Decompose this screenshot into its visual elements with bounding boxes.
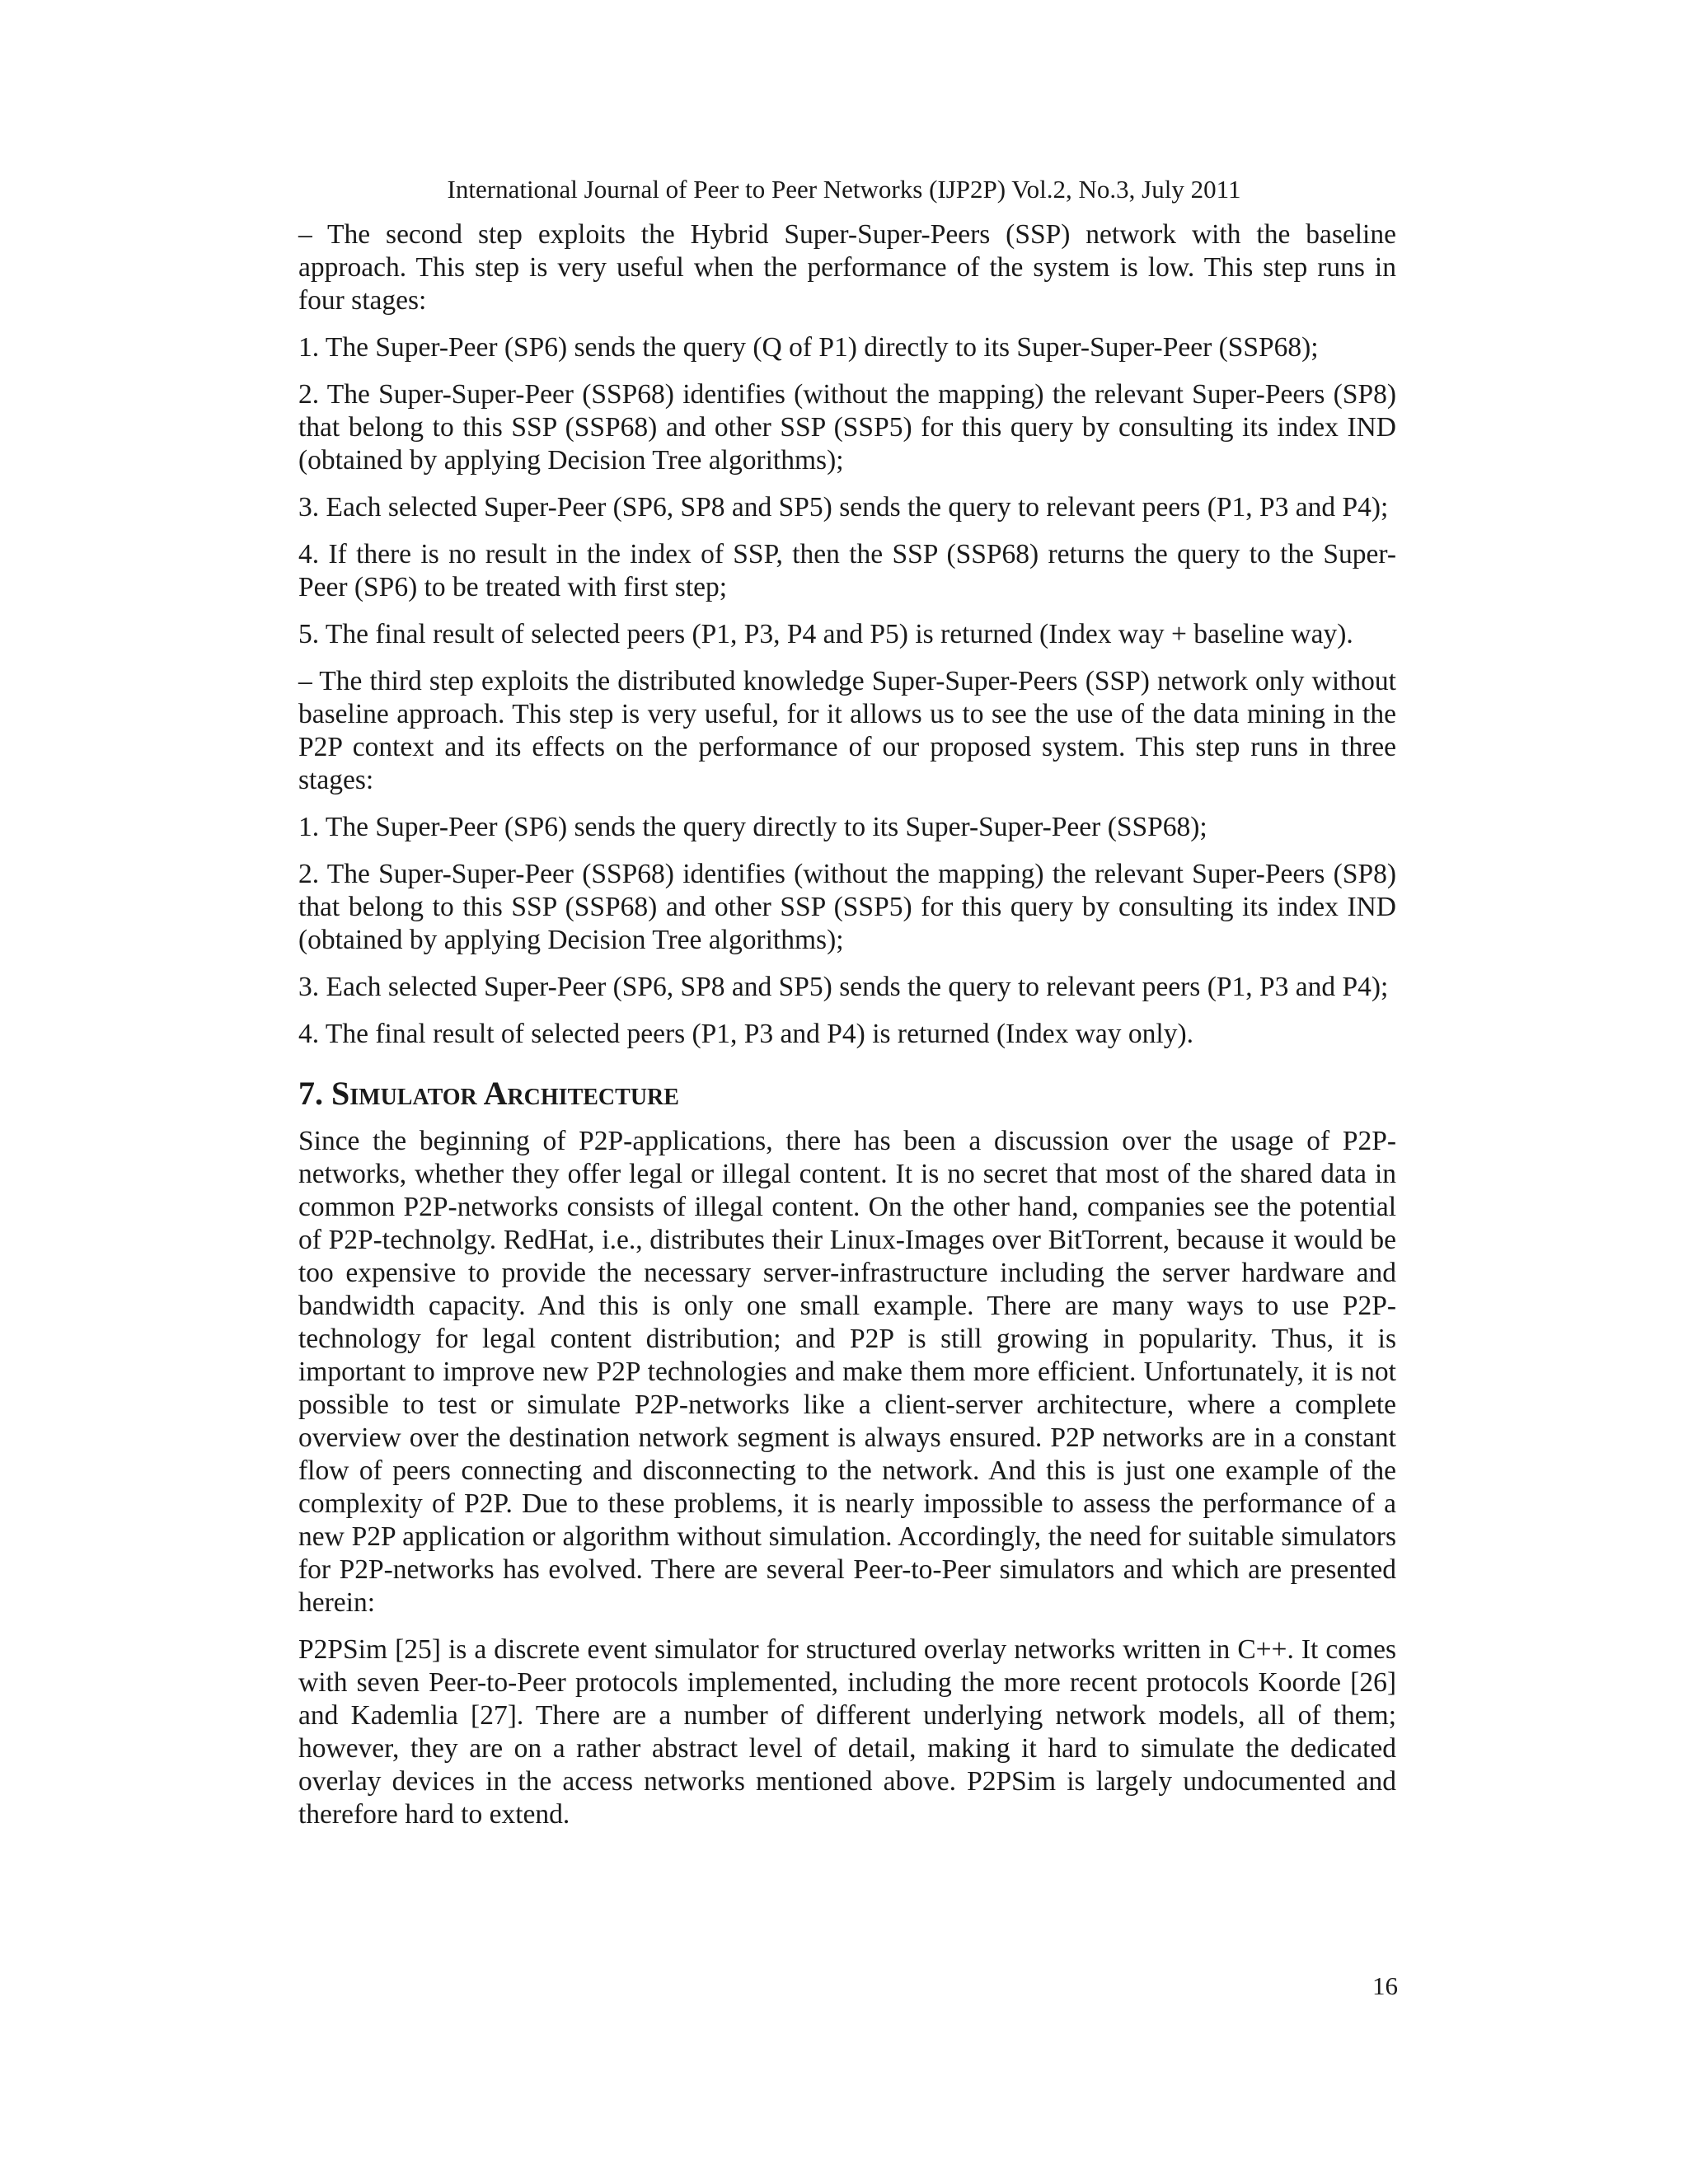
list-item-second-step-3: 3. Each selected Super-Peer (SP6, SP8 and SP5) sends the query to relevant peers (P1, P3 and P4); <box>298 492 1389 523</box>
list-item-second-step-5: 5. The final result of selected peers (P1, P3, P4 and P5) is returned (Index way + baseline way). <box>298 619 1353 649</box>
section-title: Simulator Architecture <box>331 1075 679 1112</box>
running-header: International Journal of Peer to Peer Networks (IJP2P) Vol.2, No.3, July 2011 <box>447 175 1241 204</box>
paragraph-simulator-intro: Since the beginning of P2P-applications, there has been a discussion over the usage of P2P-networks, whether they offer legal or illegal content. It is no secret that most of the shared data in common P2P-networks consists of illegal content. On the other hand, companies see the potential of P2P-technolgy. RedHat, i.e., distributes their Linux-Images over BitTorrent, because it would be too expensive to provide the necessary server-infrastructure including the server hardware and bandwidth capacity. And this is only one small example. There are many ways to use P2P-technology for legal content distribution; and P2P is still growing in popularity. Thus, it is important to improve new P2P technologies and make them more efficient. Unfortunately, it is not possible to test or simulate P2P-networks like a client-server architecture, where a complete overview over the destination network segment is always ensured. P2P networks are in a constant flow of peers connecting and disconnecting to the network. And this is just one example of the complexity of P2P. Due to these problems, it is nearly impossible to assess the performance of a new P2P application or algorithm without simulation. Accordingly, the need for suitable simulators for P2P-networks has evolved. There are several Peer-to-Peer simulators and which are presented herein: <box>298 1126 1396 1618</box>
body-text <box>298 218 1396 1845</box>
list-item-third-step-1: 1. The Super-Peer (SP6) sends the query directly to its Super-Super-Peer (SSP68); <box>298 812 1207 842</box>
section-heading <box>298 1074 1396 1113</box>
list-item-second-step-1: 1. The Super-Peer (SP6) sends the query (Q of P1) directly to its Super-Super-Peer (SSP68); <box>298 332 1319 363</box>
list-item-third-step-2: 2. The Super-Super-Peer (SSP68) identifies (without the mapping) the relevant Super-Peers (SP8) that belong to this SSP (SSP68) and other SSP (SSP5) for this query by consulting its index IND (obtained by applying Decision Tree algorithms); <box>298 859 1396 955</box>
paragraph-second-step-intro: – The second step exploits the Hybrid Super-Super-Peers (SSP) network with the baseline approach. This step is very useful when the performance of the system is low. This step runs in four stages: <box>298 219 1396 316</box>
section-number: 7. <box>298 1075 323 1112</box>
page-number: 16 <box>1372 1971 1398 2000</box>
list-item-second-step-2: 2. The Super-Super-Peer (SSP68) identifies (without the mapping) the relevant Super-Peers (SP8) that belong to this SSP (SSP68) and other SSP (SSP5) for this query by consulting its index IND (obtained by applying Decision Tree algorithms); <box>298 379 1396 476</box>
list-item-third-step-4: 4. The final result of selected peers (P1, P3 and P4) is returned (Index way only). <box>298 1019 1193 1049</box>
list-item-second-step-4: 4. If there is no result in the index of SSP, then the SSP (SSP68) returns the query to the Super-Peer (SP6) to be treated with first step; <box>298 539 1396 602</box>
list-item-third-step-3: 3. Each selected Super-Peer (SP6, SP8 and SP5) sends the query to relevant peers (P1, P3 and P4); <box>298 972 1389 1002</box>
paragraph-p2psim: P2PSim [25] is a discrete event simulator for structured overlay networks written in C++. It comes with seven Peer-to-Peer protocols implemented, including the more recent protocols Koorde [26] and Kademlia [27]. There are a number of different underlying network models, all of them; however, they are on a rather abstract level of detail, making it hard to simulate the dedicated overlay devices in the access networks mentioned above. P2PSim is largely undocumented and therefore hard to extend. <box>298 1634 1396 1830</box>
paragraph-third-step-intro: – The third step exploits the distributed knowledge Super-Super-Peers (SSP) network only without baseline approach. This step is very useful, for it allows us to see the use of the data mining in the P2P context and its effects on the performance of our proposed system. This step runs in three stages: <box>298 666 1396 795</box>
